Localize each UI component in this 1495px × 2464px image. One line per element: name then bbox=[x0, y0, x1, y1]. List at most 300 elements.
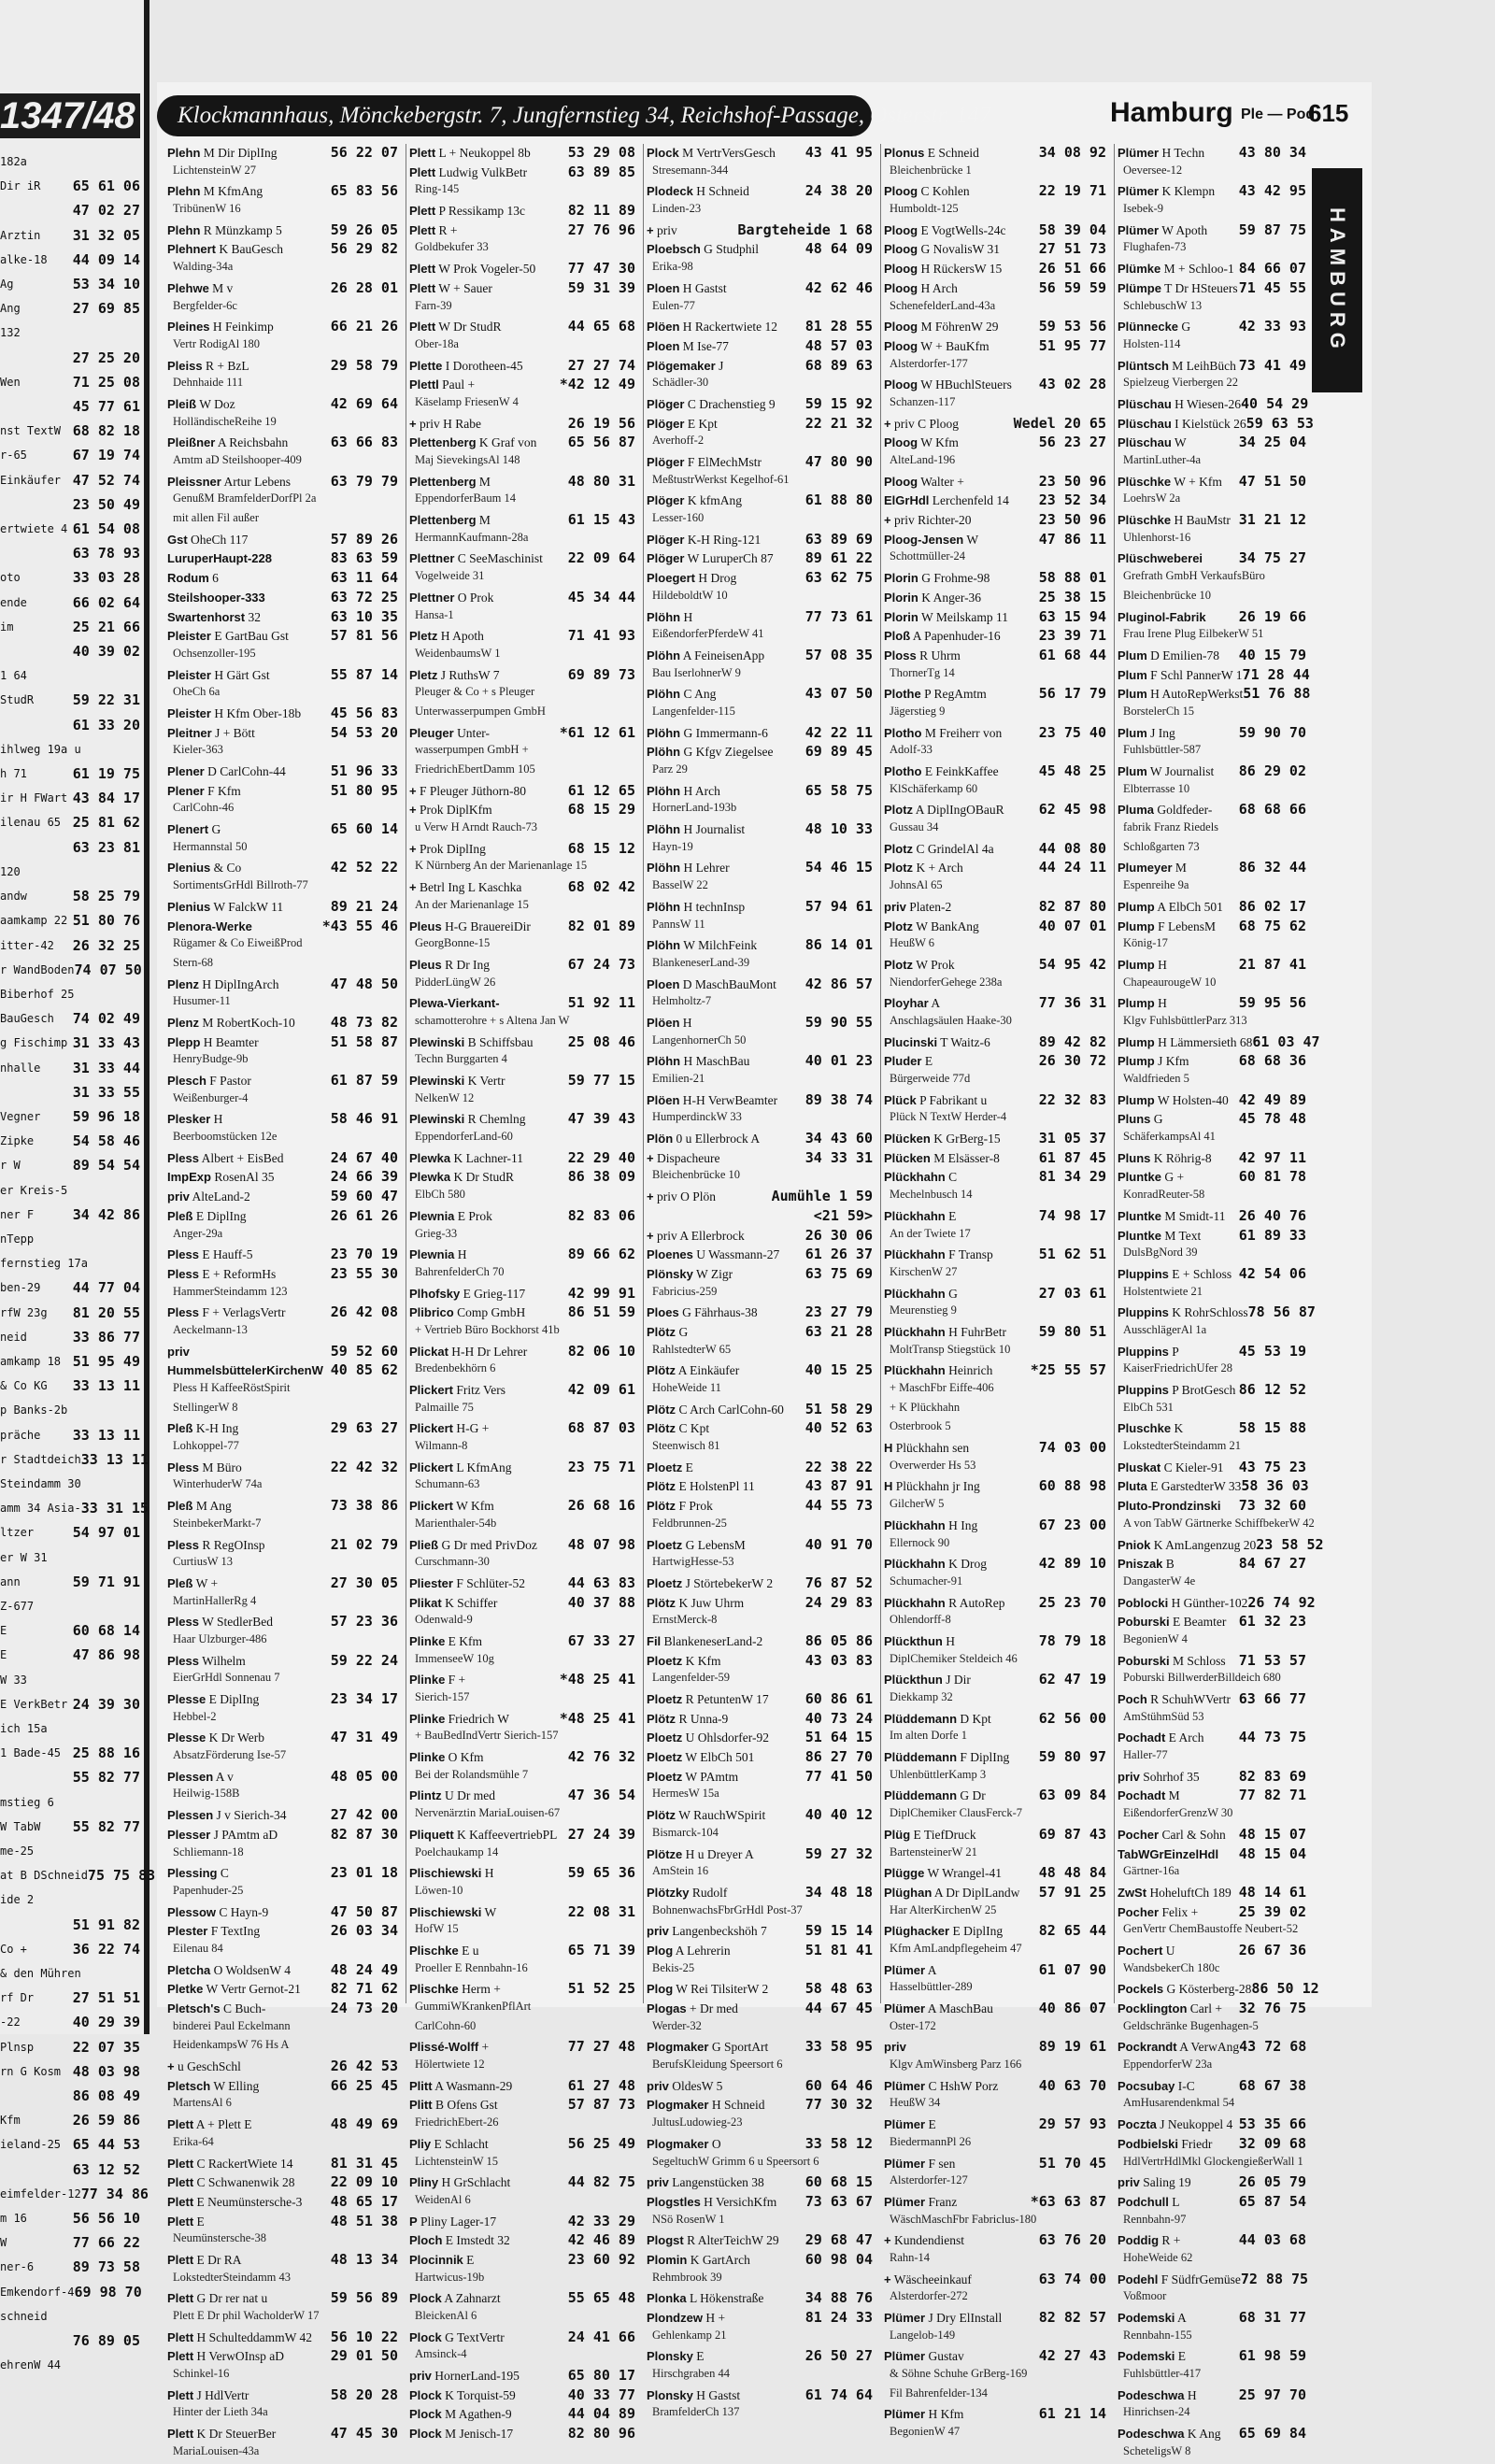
previous-page-edge bbox=[0, 0, 156, 2372]
directory-entry bbox=[647, 1110, 876, 1130]
directory-entry bbox=[1118, 240, 1310, 260]
directory-entry bbox=[1118, 820, 1310, 840]
previous-page-line bbox=[0, 1056, 140, 1080]
entry-name: Plock M VertrVersGesch bbox=[647, 146, 776, 160]
entry-surname: Ploog bbox=[884, 280, 918, 295]
directory-entry bbox=[884, 1207, 1110, 1227]
directory-entry bbox=[884, 2058, 1110, 2077]
entry-name: Poburski M Schloss bbox=[1118, 1653, 1226, 1668]
entry-surname: priv bbox=[884, 899, 906, 914]
entry-phone: *48 25 41 bbox=[559, 1709, 635, 1727]
entry-name: Bredenbekhörn 6 bbox=[415, 1361, 496, 1375]
entry-name: Bleichenbrücke 10 bbox=[1123, 588, 1212, 602]
entry-phone: 34 43 60 bbox=[804, 1130, 873, 1147]
entry-name: ErnstMerck-8 bbox=[652, 1613, 718, 1627]
fragment-text: E VerkBetr bbox=[0, 1697, 68, 1711]
entry-surname: Plessen bbox=[167, 1769, 214, 1784]
entry-surname: Pocklington bbox=[1118, 2001, 1188, 2015]
entry-phone: 26 68 16 bbox=[567, 1497, 635, 1515]
entry-phone: 25 97 70 bbox=[1238, 2386, 1306, 2403]
directory-entry bbox=[409, 859, 639, 878]
entry-name: + priv Richter-20 bbox=[884, 513, 972, 528]
entry-name: Plessen J v Sierich-34 bbox=[167, 1808, 287, 1823]
entry-surname: Plump bbox=[1118, 996, 1155, 1011]
entry-phone: 61 89 33 bbox=[1238, 1226, 1306, 1244]
entry-phone: 40 91 70 bbox=[804, 1535, 873, 1553]
entry-phone: 58 46 91 bbox=[330, 1110, 398, 1128]
directory-entry bbox=[1118, 878, 1310, 898]
directory-entry bbox=[647, 1361, 876, 1381]
entry-name: Plöhn H Journalist bbox=[647, 822, 746, 837]
entry-name: MartinHallerRg 4 bbox=[173, 1593, 257, 1607]
directory-entry bbox=[1118, 1303, 1316, 1323]
entry-phone: Wedel 20 65 bbox=[1013, 414, 1106, 432]
entry-phone: 26 74 92 bbox=[1247, 1593, 1316, 1611]
entry-phone: 48 15 07 bbox=[1238, 1825, 1306, 1843]
entry-name: Linden-23 bbox=[652, 202, 702, 216]
directory-entry bbox=[647, 1517, 876, 1536]
previous-page-line bbox=[0, 958, 140, 982]
previous-page-line bbox=[0, 1643, 140, 1667]
entry-phone: 22 29 40 bbox=[567, 1148, 635, 1166]
entry-surname: Plögemaker bbox=[647, 358, 716, 373]
entry-name: Plett C Schwanenwik 28 bbox=[167, 2175, 295, 2190]
directory-entry bbox=[409, 2038, 639, 2058]
entry-surname: Plickert bbox=[409, 1383, 453, 1397]
entry-phone: 58 36 03 bbox=[1241, 1477, 1309, 1495]
entry-name: Hartwicus-19b bbox=[415, 2270, 485, 2284]
directory-entry bbox=[167, 898, 402, 918]
entry-name: Plonsky E bbox=[647, 2349, 705, 2364]
entry-name: Pleß E DiplIng bbox=[167, 1208, 247, 1223]
directory-entry bbox=[647, 1323, 876, 1343]
entry-phone: 44 73 75 bbox=[1238, 1729, 1306, 1746]
directory-entry bbox=[167, 1033, 402, 1053]
previous-page-line bbox=[0, 1594, 140, 1618]
previous-page-line bbox=[0, 1275, 140, 1300]
entry-surname: Plücken bbox=[884, 1132, 931, 1147]
entry-phone: 42 52 22 bbox=[330, 859, 398, 876]
entry-phone: 40 86 07 bbox=[1038, 2000, 1106, 2016]
entry-phone: 61 88 80 bbox=[804, 491, 873, 509]
directory-entry bbox=[409, 491, 639, 511]
fragment-phone: 33 13 11 bbox=[72, 1426, 140, 1444]
directory-entry bbox=[647, 1787, 876, 1806]
entry-phone: 82 83 06 bbox=[567, 1206, 635, 1224]
entry-surname: + bbox=[409, 416, 417, 431]
entry-surname: Plöger bbox=[647, 455, 685, 469]
entry-surname: Plinke bbox=[409, 1633, 446, 1648]
directory-entry bbox=[167, 608, 402, 628]
directory-entry bbox=[409, 1303, 639, 1323]
entry-surname: Plischke bbox=[409, 1982, 459, 1997]
previous-page-line bbox=[0, 2010, 140, 2034]
entry-surname: Pochert bbox=[1118, 1943, 1163, 1958]
entry-surname: Ploog bbox=[884, 222, 918, 237]
directory-entry bbox=[1118, 279, 1310, 299]
entry-name: priv AlteLand-2 bbox=[167, 1189, 250, 1204]
directory-entry bbox=[167, 840, 402, 860]
entry-surname: Podemski bbox=[1118, 2311, 1175, 2325]
entry-phone: 23 50 96 bbox=[1038, 472, 1106, 490]
directory-entry bbox=[167, 2213, 402, 2232]
entry-surname: Plum bbox=[1118, 764, 1147, 778]
entry-name: LichtensteinW 27 bbox=[173, 163, 256, 177]
entry-name: Plotz A DiplIngOBauR bbox=[884, 803, 1004, 818]
directory-entry bbox=[1118, 1980, 1319, 2000]
entry-name: Podbielski Friedr bbox=[1118, 2136, 1213, 2151]
entry-name: Pless R RegOInsp bbox=[167, 1537, 265, 1552]
entry-name: HornerLand-193b bbox=[652, 801, 737, 815]
entry-phone: 26 19 56 bbox=[567, 414, 635, 432]
entry-name: ImmenseeW 10g bbox=[415, 1651, 494, 1665]
entry-name: Plitt A Wasmann-29 bbox=[409, 2078, 513, 2093]
entry-name: Plischke E u bbox=[409, 1943, 479, 1958]
directory-entry bbox=[647, 1671, 876, 1690]
entry-name: Plondzew H + bbox=[647, 2311, 726, 2325]
fragment-phone: 54 58 46 bbox=[72, 1132, 140, 1150]
directory-entry bbox=[167, 434, 402, 453]
entry-surname: Plump bbox=[1118, 1034, 1155, 1049]
entry-name bbox=[1118, 1847, 1218, 1862]
directory-entry bbox=[167, 318, 402, 337]
entry-name: Walding-34a bbox=[173, 260, 234, 274]
entry-name: Plogmaker O bbox=[647, 2136, 721, 2151]
entry-name: Plener D CarlCohn-44 bbox=[167, 764, 286, 778]
entry-phone: 56 29 82 bbox=[330, 240, 398, 258]
fragment-phone: 25 88 16 bbox=[72, 1745, 140, 1762]
entry-surname: Plötz bbox=[647, 1479, 676, 1494]
entry-surname: priv bbox=[884, 2040, 906, 2055]
directory-column-5 bbox=[1114, 144, 1324, 2457]
directory-entry bbox=[884, 1014, 1110, 1033]
entry-phone: 27 24 39 bbox=[567, 1825, 635, 1843]
previous-page-line bbox=[0, 860, 140, 884]
entry-name: Bleichenbrücke 10 bbox=[652, 1168, 741, 1182]
entry-surname: Plenz bbox=[167, 976, 199, 991]
entry-name: Rahn-14 bbox=[890, 2250, 931, 2264]
fragment-phone: 45 77 61 bbox=[72, 398, 140, 416]
directory-entry bbox=[884, 1690, 1110, 1710]
directory-entry bbox=[167, 1517, 402, 1536]
entry-surname: Pleissner bbox=[167, 474, 221, 489]
entry-phone: 47 31 49 bbox=[330, 1729, 398, 1746]
directory-entry bbox=[884, 2038, 1110, 2058]
directory-entry bbox=[647, 1265, 876, 1285]
entry-name: Plock M Agathen-9 bbox=[409, 2407, 512, 2422]
entry-phone: 56 10 22 bbox=[330, 2328, 398, 2345]
entry-name: Pluta E GarstedterW 33 bbox=[1118, 1479, 1242, 1494]
directory-entry bbox=[647, 202, 876, 221]
entry-surname: LuruperHaupt-228 bbox=[167, 551, 272, 566]
directory-entry bbox=[1118, 1285, 1310, 1304]
entry-name: Plissé-Wolff + bbox=[409, 2040, 490, 2055]
previous-page-line bbox=[0, 565, 140, 590]
entry-surname: Plück bbox=[884, 1092, 917, 1107]
entry-phone: 51 76 88 bbox=[1243, 685, 1311, 703]
entry-phone: 68 31 77 bbox=[1238, 2309, 1306, 2326]
directory-entry bbox=[409, 1188, 639, 1207]
entry-surname: Plickert bbox=[409, 1499, 453, 1514]
directory-entry bbox=[1118, 2405, 1310, 2425]
fragment-text: itter-42 bbox=[0, 938, 54, 952]
entry-surname: Plückhahn bbox=[884, 1557, 946, 1572]
entry-name: LokstedterSteindamm 21 bbox=[1123, 1439, 1242, 1453]
entry-surname: Pliester bbox=[409, 1575, 453, 1590]
entry-name: Pniszak B bbox=[1118, 1557, 1175, 1572]
entry-name: Plintz U Dr med bbox=[409, 1788, 496, 1803]
entry-surname: Plett bbox=[167, 2117, 194, 2132]
entry-surname: Poddig bbox=[1118, 2233, 1160, 2248]
entry-name: Plöhn H MaschBau bbox=[647, 1054, 750, 1069]
directory-entry bbox=[647, 840, 876, 860]
directory-entry bbox=[409, 2367, 639, 2386]
directory-entry bbox=[167, 1265, 402, 1285]
previous-page-line bbox=[0, 1398, 140, 1422]
fragment-phone: 55 82 77 bbox=[72, 1769, 140, 1787]
directory-entry bbox=[409, 1884, 639, 1903]
entry-name: Pluschke K bbox=[1118, 1421, 1184, 1436]
entry-surname: Poburski bbox=[1118, 1653, 1170, 1668]
entry-name: Plibrico Comp GmbH bbox=[409, 1305, 526, 1320]
entry-phone: 51 92 11 bbox=[567, 994, 635, 1012]
directory-entry bbox=[167, 1401, 402, 1420]
directory-entry bbox=[1118, 2019, 1310, 2039]
entry-phone: 61 68 44 bbox=[1038, 646, 1106, 663]
entry-name: Plog A Lehrerin bbox=[647, 1943, 731, 1958]
entry-name: Plotz W Prok bbox=[884, 957, 955, 972]
entry-phone: 40 52 63 bbox=[804, 1419, 873, 1437]
directory-entry bbox=[167, 1632, 402, 1652]
directory-entry bbox=[1118, 1149, 1310, 1169]
directory-entry bbox=[884, 1110, 1110, 1130]
entry-name: Ploetz E bbox=[647, 1460, 693, 1474]
entry-surname: Pleiß bbox=[167, 396, 197, 411]
entry-phone: 59 53 56 bbox=[1038, 318, 1106, 335]
entry-name: Spielzeug Vierbergen 22 bbox=[1123, 376, 1239, 390]
entry-name: Plett W Prok Vogeler-50 bbox=[409, 262, 536, 277]
entry-phone: *48 25 41 bbox=[559, 1671, 635, 1688]
entry-surname: Plöger bbox=[647, 551, 685, 566]
entry-name: NSö RosenW 1 bbox=[652, 2212, 725, 2226]
entry-name: Plüddemann F DiplIng bbox=[884, 1750, 1010, 1765]
entry-name: Rodum 6 bbox=[167, 571, 219, 586]
entry-name: GummiWKrankenPflArt bbox=[415, 2000, 532, 2013]
fragment-text: at B DSchneid bbox=[0, 1869, 88, 1883]
entry-phone: 68 87 03 bbox=[567, 1419, 635, 1437]
entry-name: Plesse K Dr Werb bbox=[167, 1730, 264, 1745]
entry-name: An der Twiete 17 bbox=[890, 1226, 971, 1240]
directory-entry bbox=[1118, 1014, 1310, 1033]
directory-entry bbox=[1118, 801, 1310, 820]
entry-name: AmStein 16 bbox=[652, 1864, 709, 1878]
directory-entry bbox=[884, 549, 1110, 569]
entry-phone: 61 32 23 bbox=[1238, 1613, 1306, 1631]
directory-entry bbox=[167, 2193, 402, 2213]
previous-page-line bbox=[0, 2280, 140, 2304]
entry-name bbox=[884, 2040, 906, 2055]
entry-phone: 25 08 46 bbox=[567, 1033, 635, 1050]
directory-entry bbox=[647, 2155, 876, 2174]
previous-page-line bbox=[0, 1887, 140, 1912]
entry-phone: 57 94 61 bbox=[804, 897, 873, 915]
entry-phone: 40 15 79 bbox=[1238, 646, 1306, 663]
entry-name: LangenhornerCh 50 bbox=[652, 1033, 747, 1047]
entry-surname: Plump bbox=[1118, 957, 1155, 972]
entry-phone: 26 40 76 bbox=[1238, 1206, 1306, 1224]
entry-name: Podchull L bbox=[1118, 2194, 1180, 2209]
fragment-phone: 86 08 49 bbox=[72, 2087, 140, 2105]
directory-entry bbox=[1118, 2251, 1310, 2271]
entry-phone: 34 48 18 bbox=[804, 1883, 873, 1901]
fragment-phone: 89 54 54 bbox=[72, 1157, 140, 1175]
entry-name: Plüg E TiefDruck bbox=[884, 1827, 976, 1842]
directory-entry bbox=[409, 1710, 639, 1730]
entry-surname: Ploegert bbox=[647, 571, 696, 586]
entry-name: Plickert Fritz Vers bbox=[409, 1383, 505, 1397]
directory-entry bbox=[1118, 182, 1310, 202]
directory-entry bbox=[167, 549, 402, 569]
entry-name: Plett E Dr RA bbox=[167, 2252, 242, 2267]
entry-surname: Pluginol-Fabrik bbox=[1118, 609, 1206, 624]
directory-entry bbox=[167, 1864, 402, 1884]
entry-name: Plitt B Ofens Gst bbox=[409, 2098, 498, 2113]
fragment-text: ieland-25 bbox=[0, 2138, 62, 2152]
entry-name: BartensteinerW 21 bbox=[890, 1844, 977, 1859]
entry-name: Plüschau W bbox=[1118, 435, 1187, 450]
entry-surname: Plöhn bbox=[647, 725, 681, 740]
entry-name: Plorin G Frohme-98 bbox=[884, 571, 990, 586]
previous-page-line bbox=[0, 492, 140, 517]
entry-name: BiedermannPl 26 bbox=[890, 2134, 972, 2148]
entry-surname: Plotho bbox=[884, 764, 922, 778]
fragment-phone: 65 44 53 bbox=[72, 2136, 140, 2154]
entry-name: Plett Ludwig VulkBetr bbox=[409, 164, 528, 179]
directory-entry bbox=[167, 627, 402, 647]
entry-name: Erika-98 bbox=[652, 260, 693, 274]
previous-page-line bbox=[0, 2182, 149, 2206]
fragment-phone: 47 52 74 bbox=[72, 471, 140, 489]
entry-name: KonradReuter-58 bbox=[1123, 1188, 1205, 1202]
directory-entry bbox=[1118, 589, 1310, 608]
directory-entry bbox=[167, 2173, 402, 2193]
directory-entry bbox=[1118, 1459, 1310, 1478]
entry-name: Plüghan A Dr DiplLandw bbox=[884, 1885, 1020, 1900]
directory-entry bbox=[647, 2251, 876, 2271]
directory-entry bbox=[167, 2019, 402, 2039]
entry-phone: 89 66 62 bbox=[567, 1246, 635, 1263]
entry-surname: H bbox=[884, 1479, 893, 1494]
directory-entry bbox=[647, 473, 876, 492]
directory-entry bbox=[884, 2193, 1110, 2213]
entry-phone: 27 03 61 bbox=[1038, 1284, 1106, 1302]
entry-name: Ploetz J StörtebekerW 2 bbox=[647, 1575, 774, 1590]
directory-entry bbox=[884, 608, 1110, 628]
entry-phone: 58 48 63 bbox=[804, 1980, 873, 1998]
entry-phone: 48 57 03 bbox=[804, 336, 873, 354]
entry-name: Pleß M Ang bbox=[167, 1499, 232, 1514]
entry-name: Pluntke M Smidt-11 bbox=[1118, 1208, 1226, 1223]
directory-entry bbox=[167, 1303, 402, 1323]
entry-phone: 77 27 48 bbox=[567, 2038, 635, 2056]
entry-phone: 59 52 60 bbox=[330, 1342, 398, 1360]
directory-entry bbox=[409, 1594, 639, 1614]
entry-name: HartwigHesse-53 bbox=[652, 1555, 734, 1569]
previous-page-line bbox=[0, 1251, 140, 1275]
directory-entry bbox=[167, 1594, 402, 1614]
entry-name: Plinke O Kfm bbox=[409, 1750, 484, 1765]
entry-name: Plüghacker E DiplIng bbox=[884, 1924, 1004, 1939]
directory-entry bbox=[167, 2425, 402, 2444]
entry-name: Plöhn H Lehrer bbox=[647, 861, 730, 876]
entry-name: Plester F TextIng bbox=[167, 1924, 261, 1939]
entry-surname: Plüddemann bbox=[884, 1750, 958, 1765]
directory-entry bbox=[647, 434, 876, 453]
entry-surname: Plette bbox=[409, 358, 443, 373]
directory-entry bbox=[884, 337, 1110, 357]
entry-surname: Plüschau bbox=[1118, 396, 1172, 411]
entry-phone: 68 15 12 bbox=[567, 839, 635, 857]
directory-entry bbox=[647, 1419, 876, 1439]
directory-entry bbox=[884, 1477, 1110, 1497]
directory-entry bbox=[1118, 1110, 1310, 1130]
entry-name: Ober-18a bbox=[415, 336, 459, 350]
directory-entry bbox=[647, 299, 876, 319]
entry-phone: 59 95 56 bbox=[1238, 994, 1306, 1012]
entry-surname: + bbox=[409, 880, 417, 895]
entry-name: priv Langenstücken 38 bbox=[647, 2175, 764, 2190]
entry-surname: Pluntke bbox=[1118, 1228, 1161, 1243]
entry-phone: 51 58 87 bbox=[330, 1033, 398, 1050]
fragment-text: er W 31 bbox=[0, 1550, 48, 1564]
directory-entry bbox=[884, 1459, 1110, 1478]
directory-entry bbox=[167, 2058, 402, 2077]
entry-phone: 22 21 32 bbox=[804, 414, 873, 432]
entry-name: Plewka K Dr StudR bbox=[409, 1170, 514, 1185]
entry-name: StellingerW 8 bbox=[173, 1400, 238, 1414]
entry-name: Ploog H RückersW 15 bbox=[884, 262, 1003, 277]
entry-phone: 86 29 02 bbox=[1238, 762, 1306, 779]
entry-phone: 23 55 30 bbox=[330, 1264, 398, 1282]
entry-name: Plodeck H Schneid bbox=[647, 184, 749, 199]
directory-entry bbox=[167, 1671, 402, 1690]
entry-surname: Plogmaker bbox=[647, 2136, 709, 2151]
directory-entry bbox=[884, 473, 1110, 492]
entry-name: ImpExp RosenAl 35 bbox=[167, 1170, 275, 1185]
entry-name: Waldfrieden 5 bbox=[1123, 1072, 1189, 1085]
directory-entry bbox=[884, 2289, 1110, 2309]
previous-page-line bbox=[0, 2230, 140, 2255]
entry-surname: Plett bbox=[167, 2156, 194, 2171]
directory-entry bbox=[1118, 782, 1310, 802]
entry-phone: 65 80 17 bbox=[567, 2367, 635, 2385]
entry-phone: 73 32 60 bbox=[1238, 1497, 1306, 1515]
entry-phone: 66 21 26 bbox=[330, 318, 398, 335]
directory-entry bbox=[647, 2289, 876, 2309]
entry-phone: 60 98 04 bbox=[804, 2250, 873, 2268]
entry-surname: + bbox=[647, 1189, 654, 1204]
directory-entry bbox=[1118, 531, 1310, 550]
entry-name: Plötz R Unna-9 bbox=[647, 1711, 729, 1726]
fragment-phone: 71 25 08 bbox=[72, 373, 140, 391]
entry-surname: Plett bbox=[409, 262, 436, 277]
directory-entry bbox=[409, 434, 639, 453]
entry-name: UhlenbüttlerKamp 3 bbox=[890, 1767, 987, 1781]
entry-name: Plön 0 u Ellerbrock A bbox=[647, 1132, 761, 1147]
entry-name: Pless E Hauff-5 bbox=[167, 1247, 253, 1262]
entry-phone: 43 41 95 bbox=[804, 144, 873, 161]
entry-name: Swartenhorst 32 bbox=[167, 609, 261, 624]
